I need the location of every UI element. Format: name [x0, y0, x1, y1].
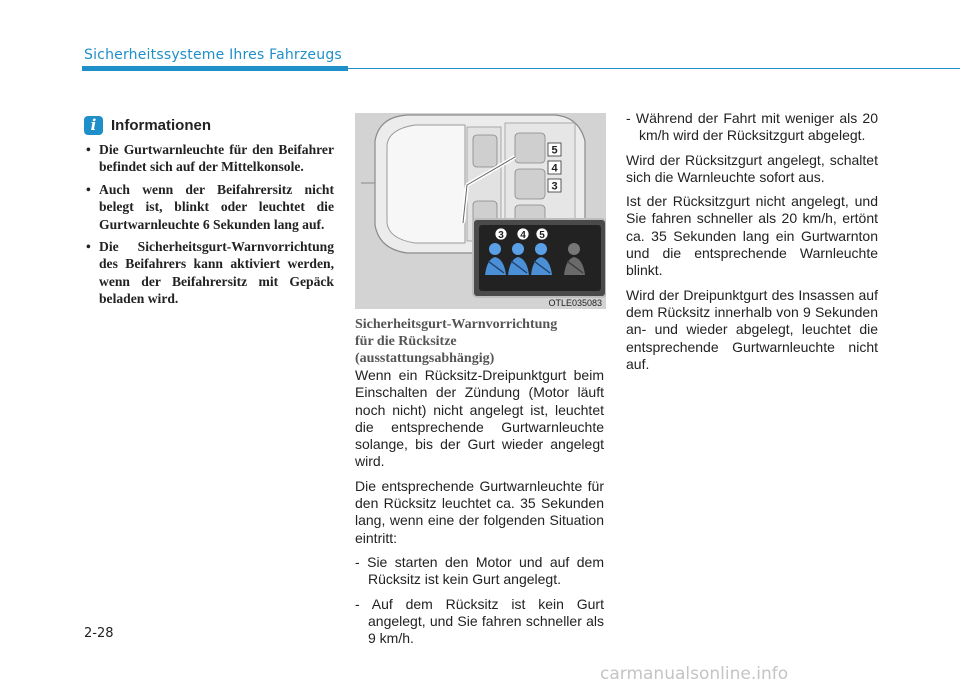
- body-column-right: [626, 110, 878, 380]
- section-heading: [355, 316, 605, 367]
- header-rule: [348, 68, 960, 69]
- svg-text:4: 4: [520, 230, 526, 241]
- car-interior-illustration: [355, 113, 606, 309]
- info-bullet-list: [86, 141, 334, 313]
- section-title: Sicherheitssysteme Ihres Fahrzeugs: [84, 47, 342, 63]
- seatbelt-indicator-figure: [355, 113, 606, 309]
- section-heading-line: (ausstattungsabhängig): [355, 351, 495, 366]
- dash-list-item: - Während der Fahrt mit weniger als 20 km/h wird der Rücksitzgurt abgelegt.: [626, 110, 878, 144]
- dash-list-item: - Auf dem Rücksitz ist kein Gurt angelegt, und Sie fahren schneller als 9 km/h.: [355, 595, 604, 647]
- dash-list-item: - Sie starten den Motor und auf dem Rücksitz ist kein Gurt angelegt.: [355, 553, 604, 588]
- body-column-middle: [355, 367, 604, 654]
- seat-number-5: [548, 143, 561, 157]
- svg-text:5: 5: [539, 230, 545, 241]
- info-bullet: • Die Sicherheitsgurt-Warnvorrichtung des Beifahrers kann aktiviert werden, wenn der Beifahrersitz mit Gepäck beladen wird.: [86, 238, 334, 308]
- info-bullet: • Die Gurtwarnleuchte für den Beifahrer befindet sich auf der Mittelkonsole.: [86, 141, 334, 176]
- info-title: Informationen: [111, 117, 211, 134]
- rear-seatbelt-indicator-panel: [473, 219, 606, 297]
- section-heading-line: Sicherheitsgurt-Warnvorrichtung: [355, 317, 558, 332]
- figure-code: OTLE035083: [548, 298, 602, 308]
- body-paragraph: Wird der Rücksitzgurt angelegt, schaltet sich die Warnleuchte sofort aus.: [626, 151, 878, 185]
- svg-text:4: 4: [551, 162, 558, 175]
- info-heading: [84, 116, 211, 135]
- info-bullet: • Auch wenn der Beifahrersitz nicht belegt ist, blinkt oder leuchtet die Gurtwarnleuchte 6 Sekunden lang auf.: [86, 181, 334, 233]
- seat-number-4: [548, 161, 561, 175]
- header-accent-bar: [82, 66, 348, 71]
- body-paragraph: Ist der Rücksitzgurt nicht angelegt, und Sie fahren schneller als 20 km/h, ertönt ca. 35 Sekunden lang ein Gurtwarnton und die entsprechende Warnleuchte blinkt.: [626, 193, 878, 279]
- svg-text:5: 5: [551, 144, 558, 157]
- body-paragraph: Wenn ein Rücksitz-Dreipunktgurt beim Einschalten der Zündung (Motor läuft noch nicht) nicht angelegt ist, leuchtet die entsprechende Gurtwarnleuchte solange, bis der Gurt wieder angelegt wird.: [355, 367, 604, 470]
- seat-number-3: [548, 179, 561, 193]
- page-number: 2-28: [84, 626, 114, 641]
- body-paragraph: Wird der Dreipunktgurt des Insassen auf dem Rücksitz innerhalb von 9 Sekunden an- und wieder abgelegt, leuchtet die entsprechende Gurtwarnleuchte nicht auf.: [626, 286, 878, 372]
- section-heading-line: für die Rücksitze: [355, 334, 457, 349]
- body-paragraph: Die entsprechende Gurtwarnleuchte für den Rücksitz leuchtet ca. 35 Sekunden lang, wenn eine der folgenden Situation eintritt:: [355, 477, 604, 546]
- info-icon: i: [84, 116, 103, 135]
- svg-text:3: 3: [498, 230, 504, 241]
- svg-text:3: 3: [551, 180, 558, 193]
- watermark-text: carmanualsonline.info: [600, 664, 789, 684]
